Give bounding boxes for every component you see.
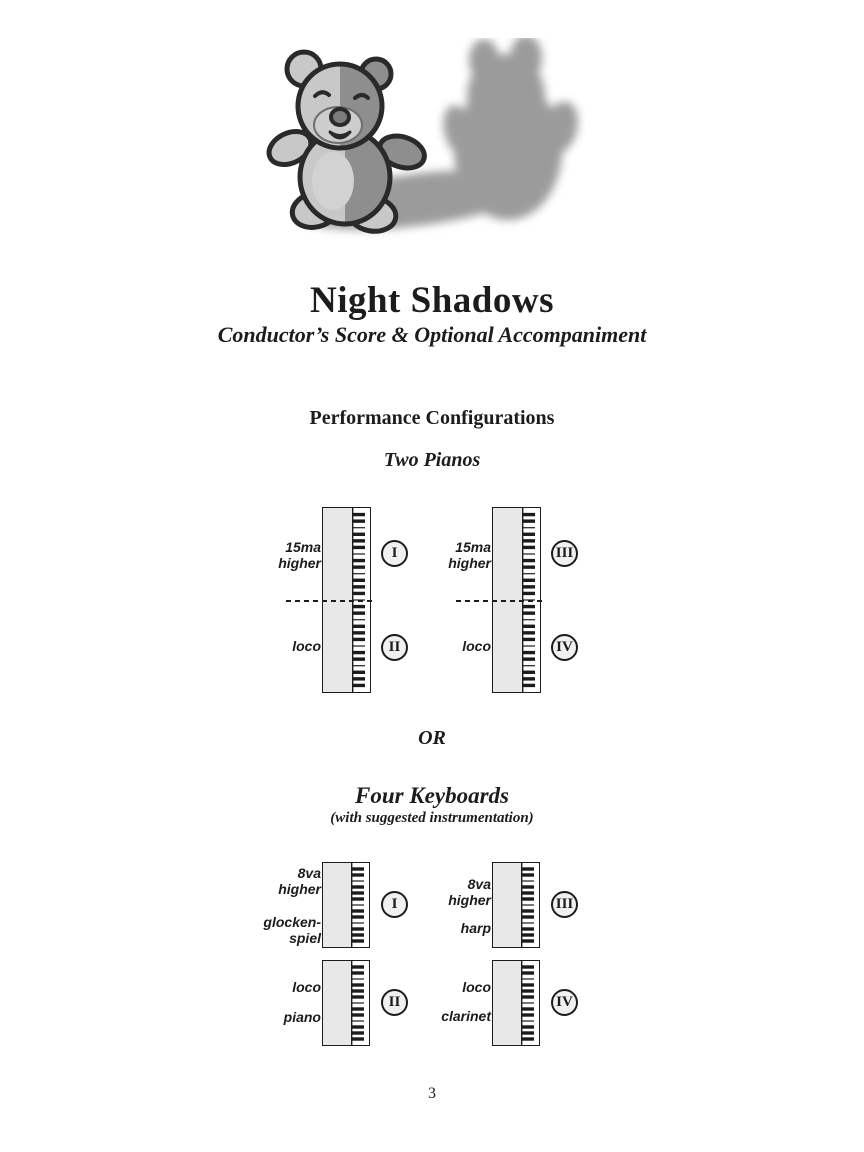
register-line: higher: [448, 555, 491, 571]
register-line: higher: [448, 892, 491, 908]
part-numeral: II: [388, 639, 401, 655]
keyboard-keys-svg: [351, 961, 369, 1045]
keyboard-keys-svg: [521, 961, 539, 1045]
register-line: 15ma: [455, 539, 491, 555]
keyboard-keys-strip: [521, 961, 539, 1045]
part-numeral: IV: [556, 994, 573, 1010]
heading-performance-configurations: Performance Configurations: [309, 407, 555, 429]
keyboard-diagram: [322, 862, 370, 948]
part-numeral-circle: [381, 989, 408, 1016]
part-numeral-circle: [551, 891, 578, 918]
keyboard-split-dashed-line: [456, 600, 542, 602]
part-numeral-circle: [551, 540, 578, 567]
register-label-8va-higher: [278, 865, 321, 897]
two-pianos-piano-2: [350, 507, 595, 693]
heading-four-keyboards-note: (with suggested instrumentation): [330, 810, 534, 826]
part-numeral: III: [555, 896, 574, 912]
part-numeral-circle: [381, 891, 408, 918]
keyboard-keys-svg: [351, 863, 369, 947]
part-numeral: I: [391, 545, 398, 561]
instrument-line: glocken-: [263, 914, 321, 930]
instrument-line: piano: [283, 1009, 321, 1025]
keyboard-keys-svg: [521, 863, 539, 947]
teddy-bear-illustration: [263, 38, 585, 240]
register-line: higher: [278, 555, 321, 571]
keyboard-diagram: [492, 862, 540, 948]
page-subtitle: Conductor’s Score & Optional Accompaniment: [217, 322, 647, 347]
part-numeral-circle: [381, 540, 408, 567]
register-line: higher: [278, 881, 321, 897]
register-line: 15ma: [285, 539, 321, 555]
part-numeral-circle: [551, 634, 578, 661]
instrument-label-piano: [284, 1009, 321, 1025]
keyboard-diagram: [322, 960, 370, 1046]
part-numeral-circle: [381, 634, 408, 661]
instrument-label-glockenspiel: [263, 914, 321, 946]
register-label-loco: [292, 638, 321, 654]
register-line: 8va: [467, 876, 491, 892]
register-line: 8va: [297, 865, 321, 881]
keyboard-keys-strip: [351, 863, 369, 947]
teddy-bear-svg: [263, 38, 585, 240]
part-numeral-circle: [551, 989, 578, 1016]
register-line: loco: [462, 979, 491, 995]
page-title: Night Shadows: [309, 280, 554, 321]
register-line: loco: [292, 638, 321, 654]
register-label-loco: [292, 979, 321, 995]
part-numeral: II: [388, 994, 401, 1010]
register-label-15ma-higher: [448, 539, 491, 571]
keyboard-diagram: [492, 960, 540, 1046]
register-line: loco: [462, 638, 491, 654]
register-line: loco: [292, 979, 321, 995]
part-numeral: I: [391, 896, 398, 912]
register-label-15ma-higher: [278, 539, 321, 571]
part-numeral: III: [555, 545, 574, 561]
keyboard-split-dashed-line: [286, 600, 372, 602]
instrument-line: harp: [460, 920, 491, 936]
keyboard-keys-strip: [351, 961, 369, 1045]
register-label-loco: [462, 638, 491, 654]
heading-two-pianos: Two Pianos: [383, 449, 481, 471]
instrument-label-harp: [461, 920, 491, 936]
page-number: 3: [428, 1085, 436, 1102]
heading-or: OR: [418, 727, 446, 749]
instrument-line: clarinet: [441, 1008, 491, 1024]
part-numeral: IV: [556, 639, 573, 655]
register-label-loco: [462, 979, 491, 995]
heading-four-keyboards: Four Keyboards: [355, 783, 509, 808]
keyboard-keys-strip: [521, 863, 539, 947]
instrument-label-clarinet: [441, 1008, 491, 1024]
register-label-8va-higher: [448, 876, 491, 908]
instrument-line: spiel: [289, 930, 321, 946]
